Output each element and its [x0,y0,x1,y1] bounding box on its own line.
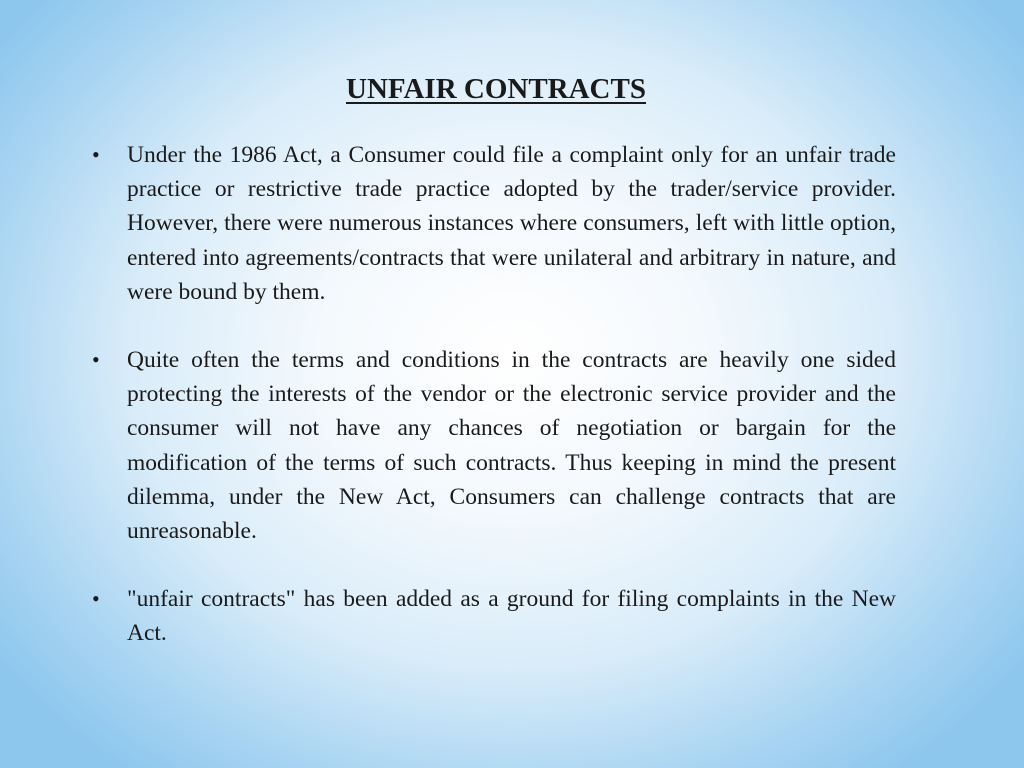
bullet-item [92,138,896,309]
bullet-item [92,343,896,548]
bullet-list [92,138,896,651]
bullet-text: "unfair contracts" has been added as a ground for filing complaints in the New Act. [127,586,896,647]
bullet-icon: • [92,586,100,612]
slide-title: UNFAIR CONTRACTS [346,73,646,105]
bullet-text: Under the 1986 Act, a Consumer could file a complaint only for an unfair trade practice or restrictive trade practice adopted by the trader/service provider. However, there were numerous instances where consumers, left with little option, entered into agreements/contracts that were unilateral and arbitrary in nature, and were bound by them. [127,142,896,305]
bullet-icon: • [92,142,100,167]
bullet-text: Quite often the terms and conditions in the contracts are heavily one sided protecting the interests of the vendor or the electronic service provider and the consumer will not have any chances of negotiation or bargain for the modification of the terms of such contracts. Thus keeping in mind the present dilemma, under the New Act, Consumers can challenge contracts that are unreasonable. [127,347,896,545]
bullet-icon: • [92,347,100,373]
bullet-item [92,582,896,650]
